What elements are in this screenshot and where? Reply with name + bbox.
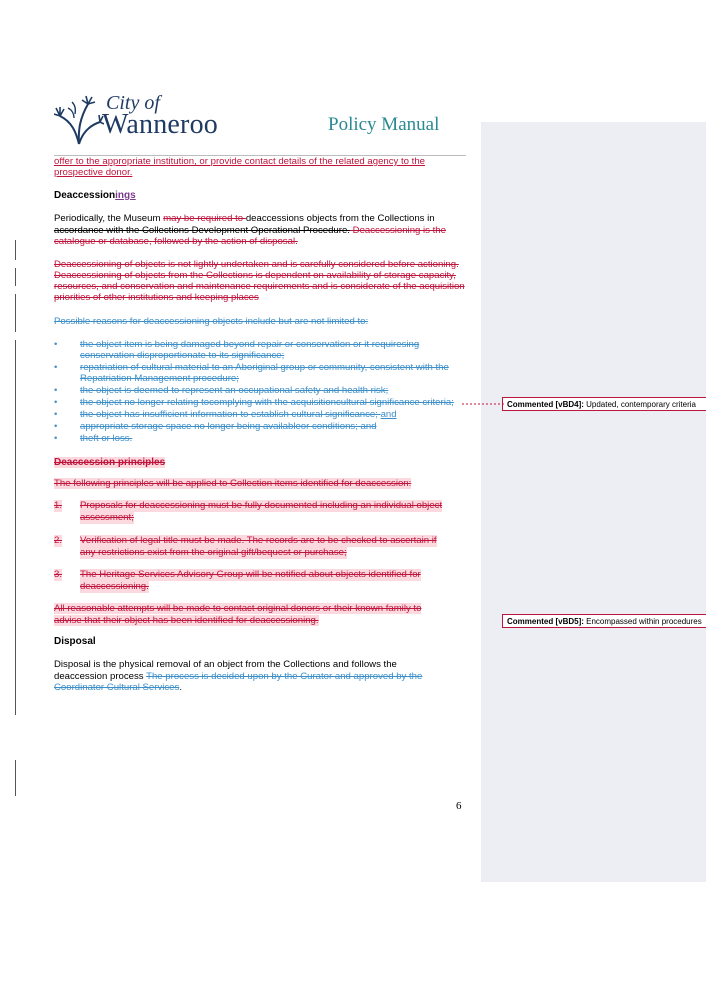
- para-deaccessioning-4: priorities of other institutions and keeping places: [54, 292, 259, 303]
- para-periodically-3: catalogue or database, followed by the action of disposal.: [54, 236, 298, 247]
- heading-deaccessioning: Deaccessionings: [54, 190, 136, 201]
- intro-line-1: offer to the appropriate institution, or provide contact details of the related agency to the: [54, 156, 426, 167]
- heading-disposal: Disposal: [54, 636, 96, 647]
- disposal-line-3: Coordinator Cultural Services.: [54, 682, 182, 693]
- page-number: 6: [456, 800, 462, 812]
- para-deaccessioning-1: Deaccessioning of objects is not lightly undertaken and is carefully considered before actioning.: [54, 259, 459, 270]
- logo-name-text: Wanneroo: [102, 109, 218, 140]
- principles-closing-1: All reasonable attempts will be made to contact original donors or their known family to: [54, 603, 422, 614]
- para-periodically-2: accordance with the Collections Development Operational Procedure. Deaccessioning is the: [54, 225, 446, 236]
- reasons-list: • the object item is being damaged beyond repair or conservation or it requiresing conservation disproportionate to its significance; • repatriation of cultural material to an Aboriginal group or community, consistent with the Repatriation Management procedure; • the object is deemed to represent an occupational safety and health risk; • the object no longer relating tocomplying with the acquisitioncultural significance criteria; • the object has insufficient information to establish cultural significance; and • appropriate storage space no longer being availableor conditions; and • theft or loss.: [54, 339, 454, 444]
- intro-line-2: prospective donor.: [54, 167, 133, 178]
- flower-logo-icon: [54, 94, 104, 146]
- heading-deaccession-principles: Deaccession principles: [54, 457, 166, 468]
- policy-manual-title: Policy Manual: [328, 114, 440, 135]
- logo-city-text: City of: [106, 92, 160, 114]
- comment-connector: [462, 403, 504, 405]
- para-deaccessioning-2: Deaccessioning of objects from the Collections is dependent on availability of storage capacity,: [54, 270, 456, 281]
- reasons-intro: Possible reasons for deaccessioning objects include but are not limited to:: [54, 316, 369, 327]
- change-bar: [15, 760, 16, 796]
- comments-pane: [481, 122, 706, 882]
- city-of-wanneroo-logo: [54, 92, 254, 148]
- para-deaccessioning-3: resources, and conservation and maintenance requirements and is considerate of the acquisition: [54, 281, 465, 292]
- disposal-line-1: Disposal is the physical removal of an object from the Collections and follows the: [54, 659, 397, 670]
- change-bar: [15, 268, 16, 286]
- change-bar: [15, 294, 16, 332]
- para-periodically-1: Periodically, the Museum may be required to deaccessions objects from the Collections in: [54, 213, 435, 224]
- change-bar: [15, 340, 16, 715]
- change-bar: [15, 240, 16, 260]
- principles-closing-2: advise that their object has been identified for deaccessioning.: [54, 615, 319, 626]
- comment-vbd5[interactable]: Commented [vBD5]: Encompassed within procedures: [502, 614, 706, 628]
- comment-vbd4[interactable]: Commented [vBD4]: Updated, contemporary criteria: [502, 397, 706, 411]
- disposal-line-2: deaccession process The process is decided upon by the Curator and approved by the: [54, 671, 423, 682]
- principles-intro: The following principles will be applied to Collection items identified for deaccession:: [54, 478, 412, 489]
